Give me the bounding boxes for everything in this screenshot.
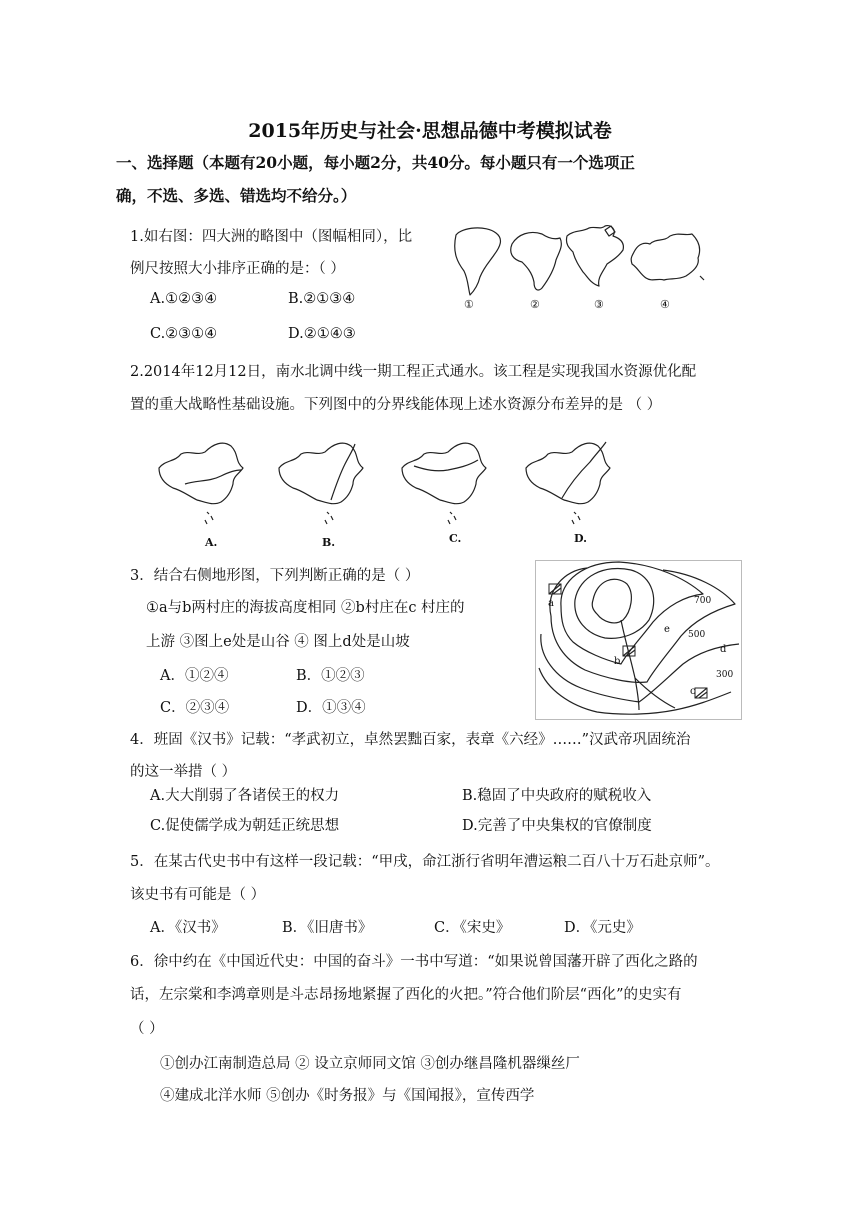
- contour-label-300: 300: [716, 670, 734, 680]
- continent-map-3-label: ③: [594, 298, 604, 311]
- contour-label-e: e: [664, 624, 670, 635]
- q3-stem-line2: ①a与b两村庄的海拔高度相同 ②b村庄在c 村庄的: [146, 600, 465, 616]
- q3-option-a: A．①②④: [160, 668, 229, 684]
- q1-option-a: A.①②③④: [150, 291, 218, 307]
- china-map-a-icon: [155, 440, 250, 532]
- q1-option-b: B.②①③④: [288, 291, 356, 307]
- contour-label-d: d: [720, 644, 727, 655]
- q4-stem-line2: 的这一举措（ ）: [130, 764, 237, 780]
- q1-stem-line2: 例尺按照大小排序正确的是：（ ）: [130, 261, 345, 277]
- q5-option-c: C．《宋史》: [434, 920, 511, 936]
- china-map-a-label: A.: [205, 536, 218, 549]
- continent-map-1-label: ①: [464, 298, 474, 311]
- china-map-c-icon: [398, 440, 493, 532]
- q4-option-b: B.稳固了中央政府的赋税收入: [462, 788, 652, 804]
- section-heading-line1: 一、选择题（本题有20小题，每小题2分，共40分。每小题只有一个选项正: [116, 153, 635, 172]
- china-map-b-label: B.: [322, 536, 336, 549]
- q5-stem-line1: 5．在某古代史书中有这样一段记载：“甲戌，命江浙行省明年漕运粮二百八十万石赴京师”。: [130, 854, 720, 870]
- continent-map-2-label: ②: [530, 298, 540, 311]
- q5-stem-line2: 该史书有可能是（ ）: [130, 887, 266, 903]
- q3-stem-line3: 上游 ③图上e处是山谷 ④ 图上d处是山坡: [146, 634, 410, 650]
- continent-map-3-icon: [565, 222, 631, 294]
- continent-map-2-icon: [508, 228, 568, 298]
- china-map-b-icon: [275, 440, 370, 532]
- q4-option-d: D.完善了中央集权的官僚制度: [462, 818, 652, 834]
- q3-option-c: C．②③④: [160, 700, 230, 716]
- q6-items-line1: ①创办江南制造总局 ② 设立京师同文馆 ③创办继昌隆机器缫丝厂: [160, 1056, 580, 1072]
- q1-option-c: C.②③①④: [150, 326, 218, 342]
- page-title: 2015年历史与社会·思想品德中考模拟试卷: [248, 120, 612, 142]
- q4-option-c: C.促使儒学成为朝廷正统思想: [150, 818, 340, 834]
- q4-stem-line1: 4．班固《汉书》记载：“孝武初立，卓然罢黜百家，表章《六经》……”汉武帝巩固统治: [130, 732, 691, 748]
- q2-stem-line2: 置的重大战略性基础设施。下列图中的分界线能体现上述水资源分布差异的是 （ ）: [130, 397, 662, 413]
- contour-label-500: 500: [688, 630, 706, 640]
- q1-stem-line1: 1.如右图：四大洲的略图中（图幅相同），比: [130, 229, 413, 245]
- section-heading-line2: 确，不选、多选、错选均不给分。）: [116, 186, 357, 205]
- q6-stem-line2: 话，左宗棠和李鸿章则是斗志昂扬地紧握了西化的火把。”符合他们阶层“西化”的史实有: [130, 987, 682, 1003]
- continent-map-4-label: ④: [660, 298, 670, 311]
- q4-option-a: A.大大削弱了各诸侯王的权力: [150, 788, 340, 804]
- q3-option-d: D．①③④: [296, 700, 366, 716]
- q3-stem-line1: 3．结合右侧地形图，下列判断正确的是（ ）: [130, 568, 420, 584]
- contour-label-700: 700: [694, 596, 712, 606]
- q6-stem-line3: （ ）: [130, 1021, 164, 1037]
- china-map-d-icon: [522, 440, 617, 532]
- contour-label-c: c: [690, 686, 696, 697]
- continent-map-4-icon: [630, 228, 706, 288]
- contour-label-a: a: [548, 598, 554, 609]
- q1-option-d: D.②①④③: [288, 326, 356, 342]
- q5-option-d: D．《元史》: [564, 920, 641, 936]
- contour-label-b: b: [614, 656, 621, 667]
- q6-stem-line1: 6．徐中约在《中国近代史：中国的奋斗》一书中写道：“如果说曾国藩开辟了西化之路的: [130, 954, 698, 970]
- q6-items-line2: ④建成北洋水师 ⑤创办《时务报》与《国闻报》，宣传西学: [160, 1088, 535, 1104]
- china-map-c-label: C.: [449, 532, 462, 545]
- q2-stem-line1: 2.2014年12月12日，南水北调中线一期工程正式通水。该工程是实现我国水资源优化配: [130, 364, 697, 380]
- continent-map-1-icon: [450, 225, 510, 297]
- q5-option-b: B．《旧唐书》: [282, 920, 373, 936]
- q3-option-b: B．①②③: [296, 668, 365, 684]
- q5-option-a: A．《汉书》: [150, 920, 226, 936]
- contour-map-icon: [535, 560, 742, 720]
- china-map-d-label: D.: [574, 532, 587, 545]
